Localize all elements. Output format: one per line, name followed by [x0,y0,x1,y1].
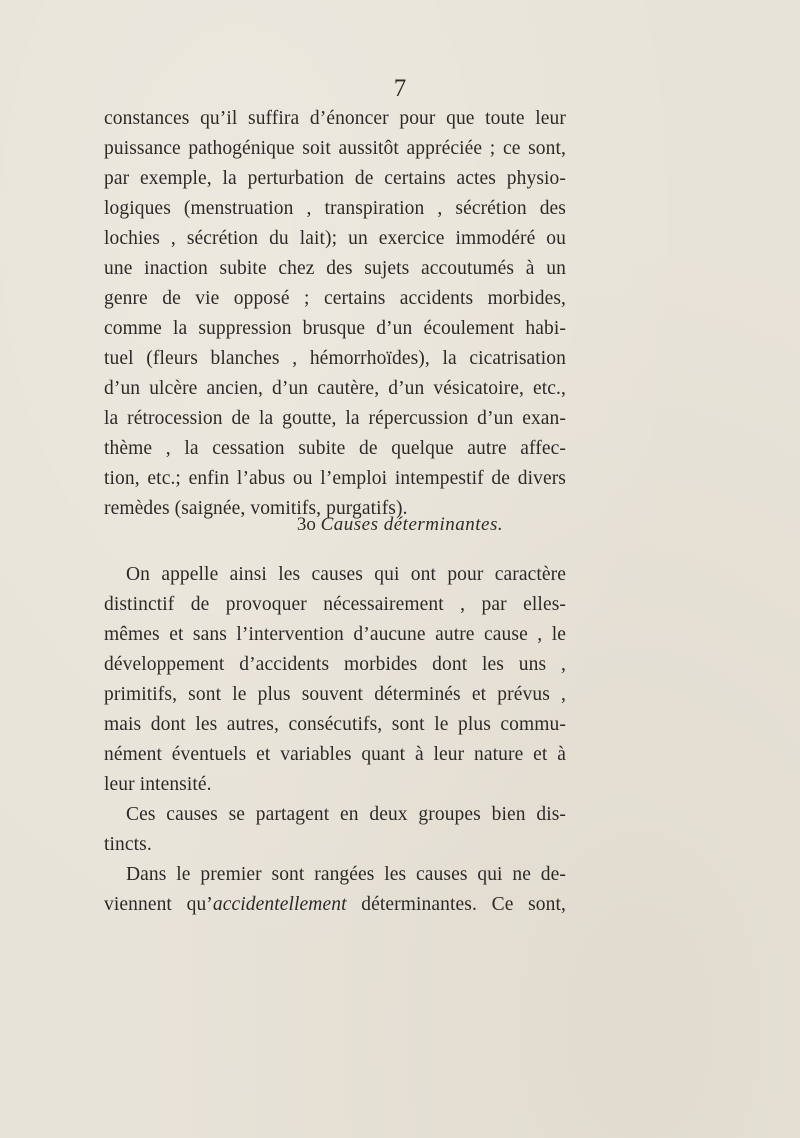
text-line: la rétrocession de la goutte, la répercussion d’un exan- [104,408,566,429]
text-line: comme la suppression brusque d’un écoulement habi- [104,318,566,339]
text-line: d’un ulcère ancien, d’un cautère, d’un vésicatoire, etc., [104,378,566,399]
section-number: 3o [296,514,316,535]
text-line: genre de vie opposé ; certains accidents morbides, [104,288,566,309]
text-line: logiques (menstruation , transpiration , sécrétion des [104,198,566,219]
text-line: tion, etc.; enfin l’abus ou l’emploi intempestif de divers [104,468,566,489]
section-body [104,560,566,920]
text-line: nément éventuels et variables quant à leur nature et à [104,744,566,765]
text-line: une inaction subite chez des sujets accoutumés à un [104,258,566,279]
text-line: remèdes (saignée, vomitifs, purgatifs). [104,498,408,519]
paragraph-first-group [104,860,566,920]
page-number: 7 [393,75,407,102]
text-line: Dans le premier sont rangées les causes qui ne de- [126,864,566,885]
paragraph-definition [104,560,566,800]
text-line: thème , la cessation subite de quelque autre affec- [104,438,566,459]
text-line: tuel (fleurs blanches , hémorrhoïdes), la cicatrisation [104,348,566,369]
text-line: Ces causes se partagent en deux groupes bien dis- [126,804,566,825]
text-line: tincts. [104,834,152,855]
text-line: par exemple, la perturbation de certains actes physio- [104,168,566,189]
text-line [104,890,566,920]
italic-word: accidentellement [212,894,347,915]
paragraph-groups [104,800,566,860]
text-line: leur intensité. [104,774,212,795]
text-run: déterminantes. Ce sont, [346,894,566,915]
text-line: lochies , sécrétion du lait); un exercice immodéré ou [104,228,566,249]
text-line: distinctif de provoquer nécessairement , par elles- [104,594,566,615]
text-line: mais dont les autres, consécutifs, sont le plus commu- [104,714,566,735]
text-line: primitifs, sont le plus souvent déterminés et prévus , [104,684,566,705]
section-title: Causes déterminantes. [320,514,504,535]
text-line: développement d’accidents morbides dont les uns , [104,654,566,675]
text-line: mêmes et sans l’intervention d’aucune autre cause , le [104,624,566,645]
section-heading [0,510,800,540]
text-line: constances qu’il suffira d’énoncer pour que toute leur [104,108,566,129]
text-run: viennent qu’ [104,894,213,915]
text-line: puissance pathogénique soit aussitôt appréciée ; ce sont, [104,138,566,159]
paragraph-causes-occasionnelles [104,104,566,524]
text-line: On appelle ainsi les causes qui ont pour caractère [126,564,566,585]
